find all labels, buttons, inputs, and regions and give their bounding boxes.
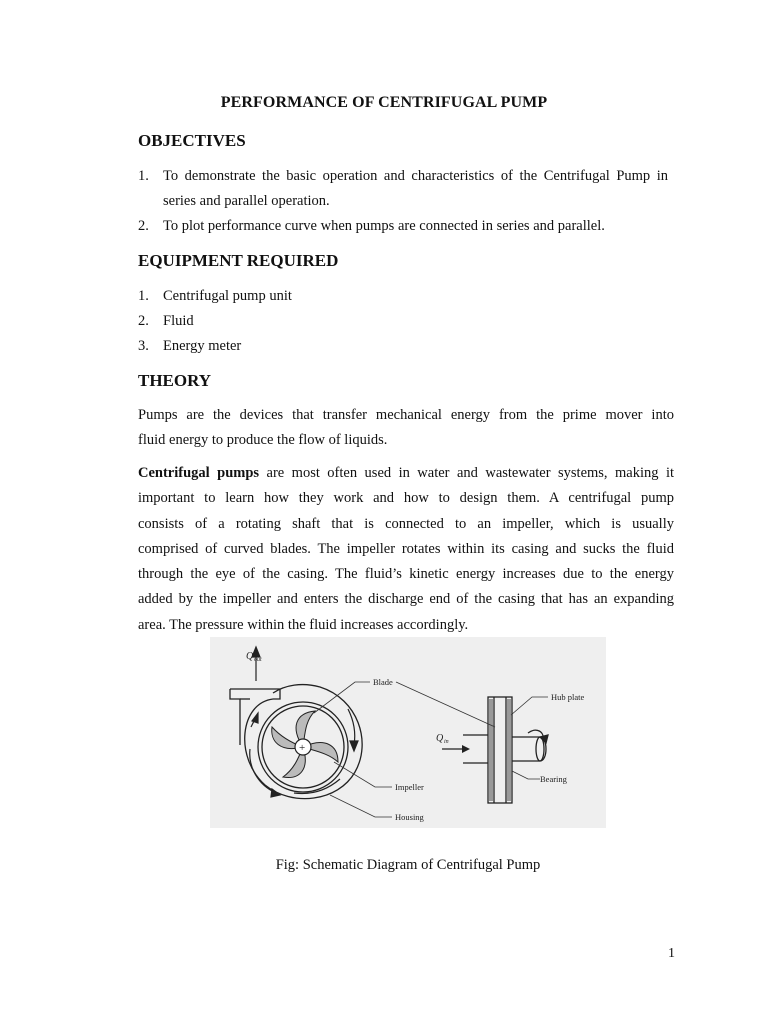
list-text-line: To demonstrate the basic operation and characteristics of the Centrifugal Pump in [163,168,668,184]
page-number: 1 [668,946,675,961]
list-text [163,164,668,214]
paragraph-line: important to learn how they work and how to design them. A centrifugal pump [138,490,674,507]
pump-schematic-diagram [210,637,606,828]
list-number: 2. [138,313,149,329]
equipment-heading: EQUIPMENT REQUIRED [138,251,339,270]
paragraph-line: consists of a rotating shaft that is connected to an impeller, which is usually [138,515,674,532]
paragraph-line: area. The pressure within the fluid increases accordingly. [138,616,469,633]
label-q-out: Q [246,651,254,662]
theory-heading: THEORY [138,371,212,390]
label-q-out-subscript: out [254,657,262,663]
label-q-in: Q [436,733,444,744]
paragraph-line: Centrifugal pumps are most often used in water and wastewater systems, making it [138,465,675,481]
list-number: 1. [138,288,149,304]
svg-text:+: + [299,742,306,754]
theory-paragraph-2 [138,461,674,638]
paragraph-line: through the eye of the casing. The fluid’s kinetic energy increases due to the energy [138,566,674,583]
list-number: 2. [138,218,149,234]
list-number: 1. [138,168,149,184]
pump-schematic-figure [210,637,606,828]
list-text: Energy meter [163,338,242,354]
list-number: 3. [138,338,149,354]
paragraph-line: fluid energy to produce the flow of liquids. [138,432,388,449]
label-bearing: Bearing [540,774,567,784]
list-text: To plot performance curve when pumps are connected in series and parallel. [163,218,605,234]
label-hub-plate: Hub plate [551,692,585,702]
list-text: Fluid [163,313,194,329]
figure-caption: Fig: Schematic Diagram of Centrifugal Pump [275,857,541,873]
page-title: PERFORMANCE OF CENTRIFUGAL PUMP [220,94,548,111]
list-text-line: series and parallel operation. [163,193,330,209]
label-housing: Housing [395,812,424,822]
label-impeller: Impeller [395,782,424,792]
list-text: Centrifugal pump unit [163,288,292,304]
label-blade: Blade [373,677,393,687]
theory-paragraph-1 [138,403,674,454]
objectives-heading: OBJECTIVES [138,131,246,150]
paragraph-line: Pumps are the devices that transfer mechanical energy from the prime mover into [138,407,674,423]
paragraph-line: added by the impeller and enters the discharge end of the casing that has an expanding [138,591,674,608]
label-q-in-subscript: in [444,739,449,745]
bold-term: Centrifugal pumps [138,465,260,481]
paragraph-line: comprised of curved blades. The impeller rotates within its casing and sucks the fluid [138,540,674,557]
